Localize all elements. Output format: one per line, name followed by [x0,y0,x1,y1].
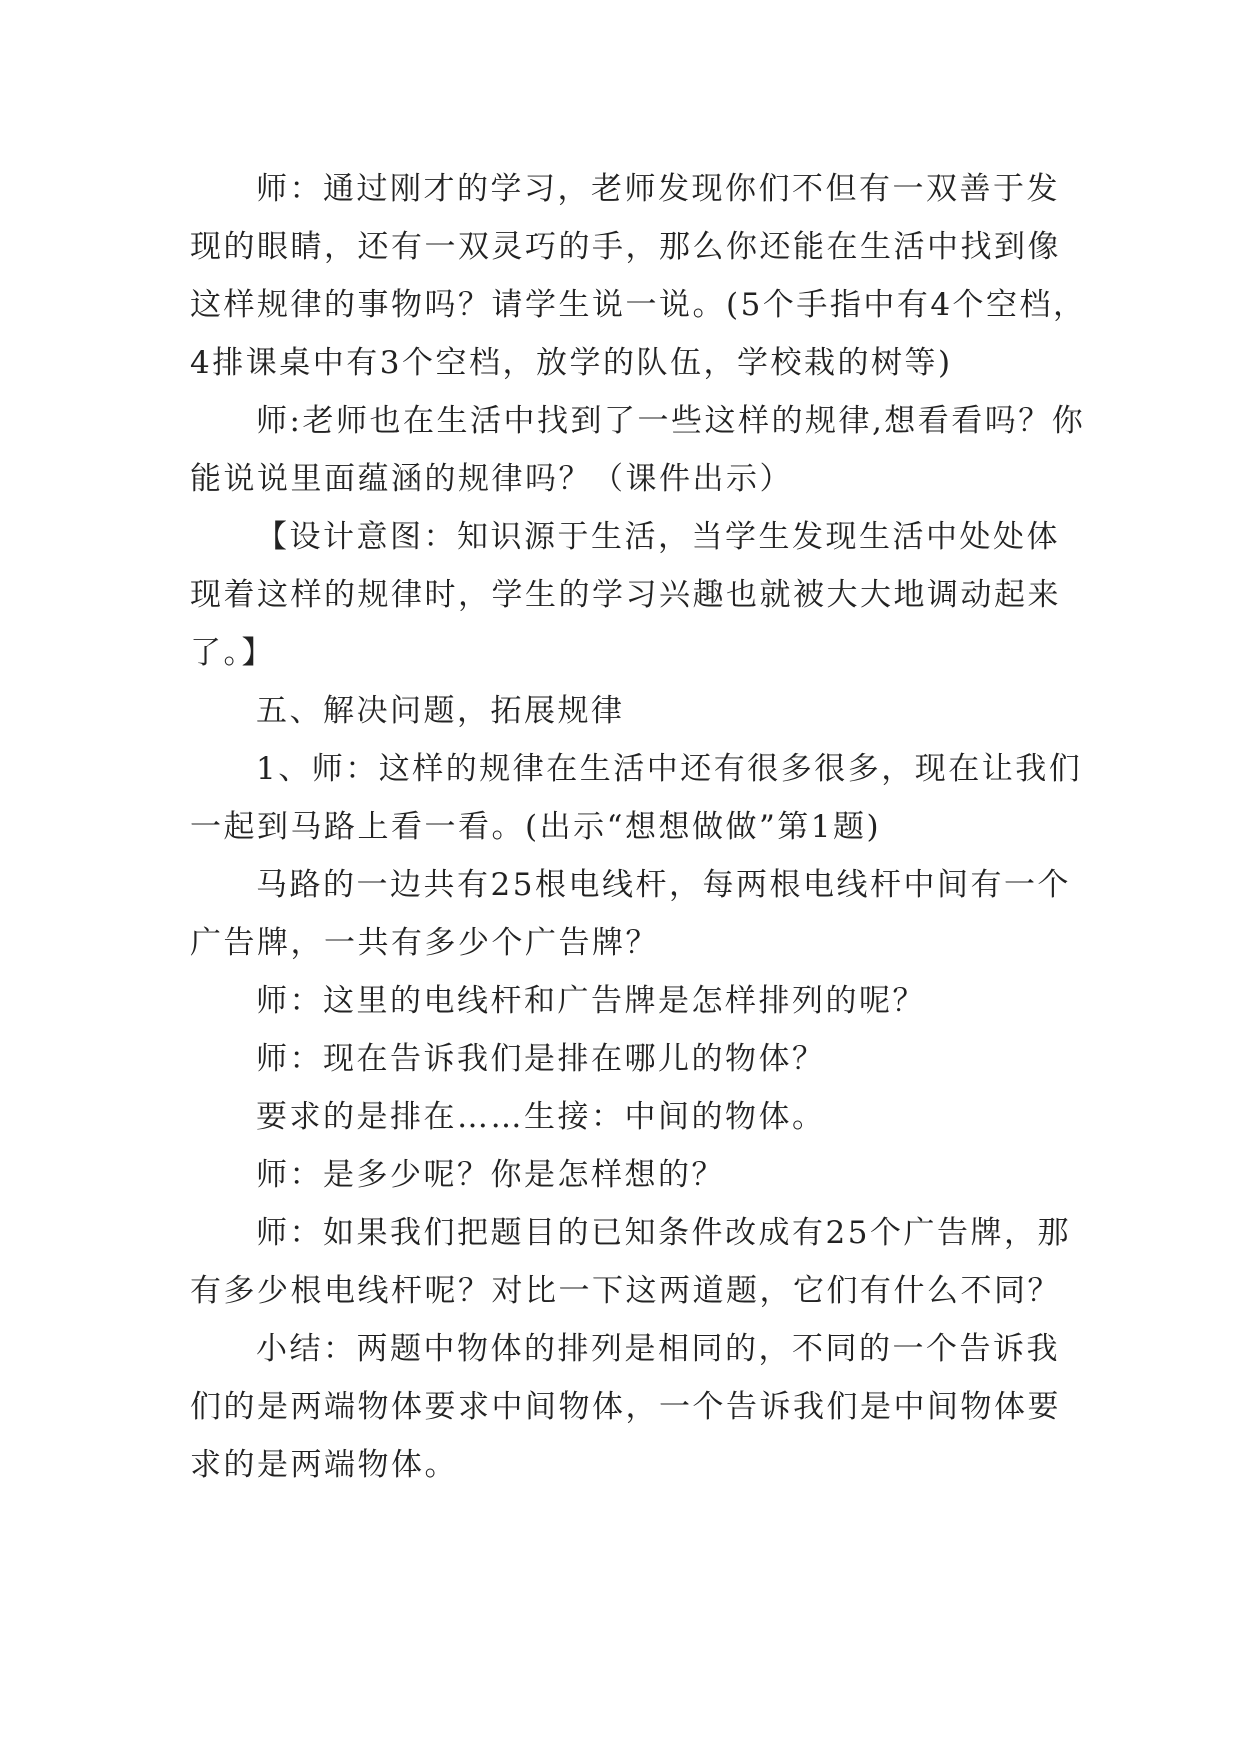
paragraph-position-question: 师：现在告诉我们是排在哪儿的物体？ [256,1041,826,1077]
paragraph-design-intent: 【设计意图：知识源于生活，当学生发现生活中处处体现着这样的规律时，学生的学习兴趣也就被大大地调动起来了。】 [190,519,1061,671]
paragraph-compare-question: 师：如果我们把题目的已知条件改成有25个广告牌，那有多少根电线杆呢？对比一下这两道题，它们有什么不同？ [190,1215,1071,1309]
paragraph-how-many-question: 师：是多少呢？你是怎样想的？ [256,1157,725,1193]
paragraph-teacher-rules: 师:老师也在生活中找到了一些这样的规律,想看看吗？你能说说里面蕴涵的规律吗？（课件出示） [190,403,1086,497]
paragraph-teacher-discovery: 师：通过刚才的学习，老师发现你们不但有一双善于发现的眼睛，还有一双灵巧的手，那么你还能在生活中找到像这样规律的事物吗？请学生说一说。(5个手指中有4个空档，4排课桌中有3个空档，放学的队伍，学校栽的树等) [190,171,1087,381]
paragraph-road-look: 1、师：这样的规律在生活中还有很多很多，现在让我们一起到马路上看一看。(出示“想想做做”第1题) [190,751,1083,845]
paragraph-summary: 小结：两题中物体的排列是相同的，不同的一个告诉我们的是两端物体要求中间物体，一个告诉我们是中间物体要求的是两端物体。 [190,1331,1061,1483]
document-body [190,160,1090,1494]
section-heading-solve-problems: 五、解决问题，拓展规律 [256,693,625,729]
paragraph-problem-statement: 马路的一边共有25根电线杆，每两根电线杆中间有一个广告牌，一共有多少个广告牌？ [190,867,1071,961]
paragraph-student-answer: 要求的是排在……生接：中间的物体。 [256,1099,826,1135]
paragraph-arrangement-question: 师：这里的电线杆和广告牌是怎样排列的呢？ [256,983,926,1019]
